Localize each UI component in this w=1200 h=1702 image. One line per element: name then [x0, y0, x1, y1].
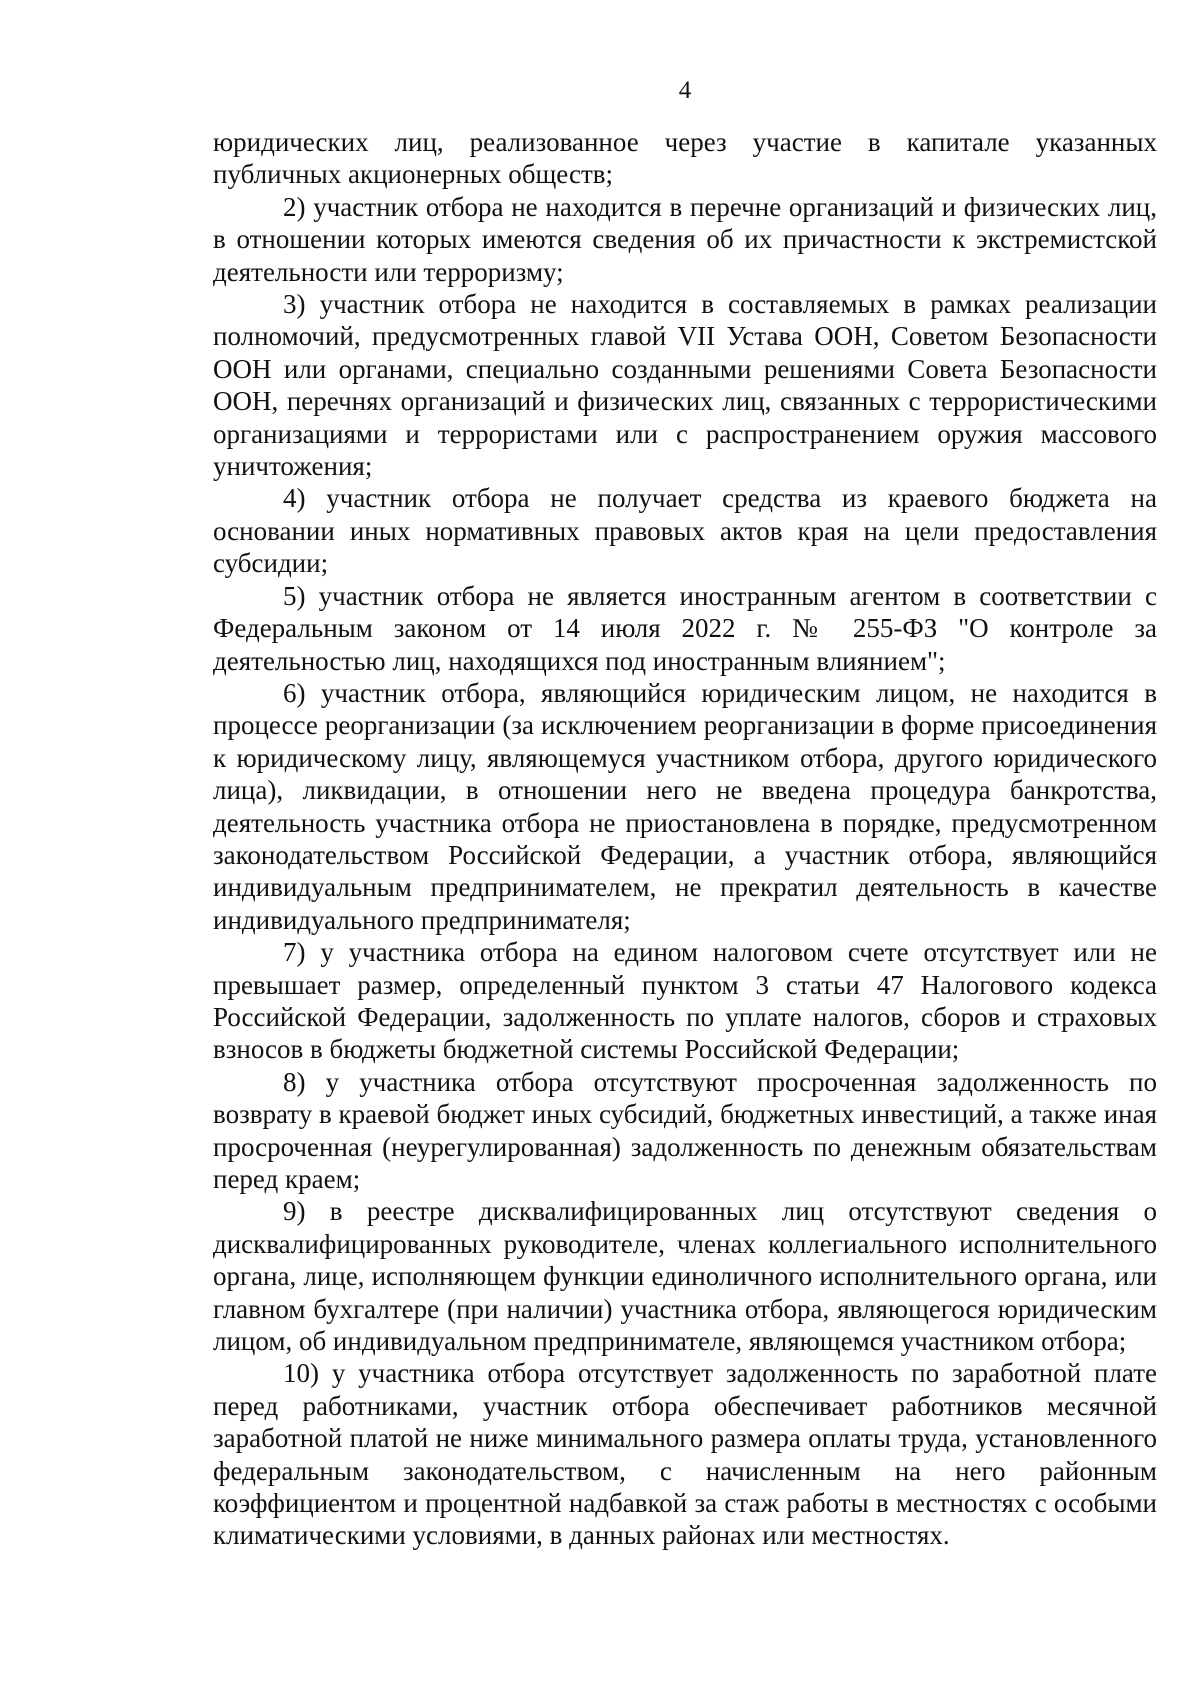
paragraph-item-8: 8) у участника отбора отсутствуют просроченная задолженность по возврату в краевой бюджет иных субсидий, бюджетных инвестиций, а также иная просроченная (неурегулированная) задолженность по денежным обязательствам перед краем; — [213, 1066, 1157, 1194]
paragraph-item-7: 7) у участника отбора на едином налоговом счете отсутствует или не превышает размер, определенный пунктом 3 статьи 47 Налогового кодекса Российской Федерации, задолженность по уплате налогов, сборов и страховых взносов в бюджеты бюджетной системы Российской Федерации; — [213, 937, 1157, 1065]
paragraph-item-3: 3) участник отбора не находится в составляемых в рамках реализации полномочий, предусмотренных главой VII Устава ООН, Советом Безопасности ООН или органами, специально созданными решениями Совета Безопасности ООН, перечнях организаций и физических лиц, связанных с террористическими организациями и террористами или с распространением оружия массового уничтожения; — [213, 289, 1157, 482]
paragraph-item-10: 10) у участника отбора отсутствует задолженность по заработной плате перед работниками, участник отбора обеспечивает работников месячной заработной платой не ниже минимального размера оплаты труда, установленного федеральным законодательством, с начисленным на него районным коэффициентом и процентной надбавкой за стаж работы в местностях с особыми климатическими условиями, в данных районах или местностях. — [213, 1358, 1157, 1551]
document-body — [213, 126, 1157, 1552]
page-number: 4 — [678, 77, 692, 104]
paragraph-continuation: юридических лиц, реализованное через участие в капитале указанных публичных акционерных обществ; — [213, 127, 1157, 190]
paragraph-item-9: 9) в реестре дисквалифицированных лиц отсутствуют сведения о дисквалифицированных руководителе, членах коллегиального исполнительного органа, лице, исполняющем функции единоличного исполнительного органа, или главном бухгалтере (при наличии) участника отбора, являющегося юридическим лицом, об индивидуальном предпринимателе, являющемся участником отбора; — [213, 1196, 1157, 1357]
paragraph-item-5: 5) участник отбора не является иностранным агентом в соответствии с Федеральным законом от 14 июля 2022 г. № 255-ФЗ "О контроле за деятельностью лиц, находящихся под иностранным влиянием"; — [213, 580, 1157, 676]
paragraph-item-4: 4) участник отбора не получает средства из краевого бюджета на основании иных нормативных правовых актов края на цели предоставления субсидии; — [213, 483, 1157, 579]
paragraph-item-2: 2) участник отбора не находится в перечне организаций и физических лиц, в отношении которых имеются сведения об их причастности к экстремистской деятельности или терроризму; — [213, 191, 1157, 287]
paragraph-item-6: 6) участник отбора, являющийся юридическим лицом, не находится в процессе реорганизации (за исключением реорганизации в форме присоединения к юридическому лицу, являющемуся участником отбора, другого юридического лица), ликвидации, в отношении него не введена процедура банкротства, деятельность участника отбора не приостановлена в порядке, предусмотренном законодательством Российской Федерации, а участник отбора, являющийся индивидуальным предпринимателем, не прекратил деятельность в качестве индивидуального предпринимателя; — [213, 677, 1157, 935]
